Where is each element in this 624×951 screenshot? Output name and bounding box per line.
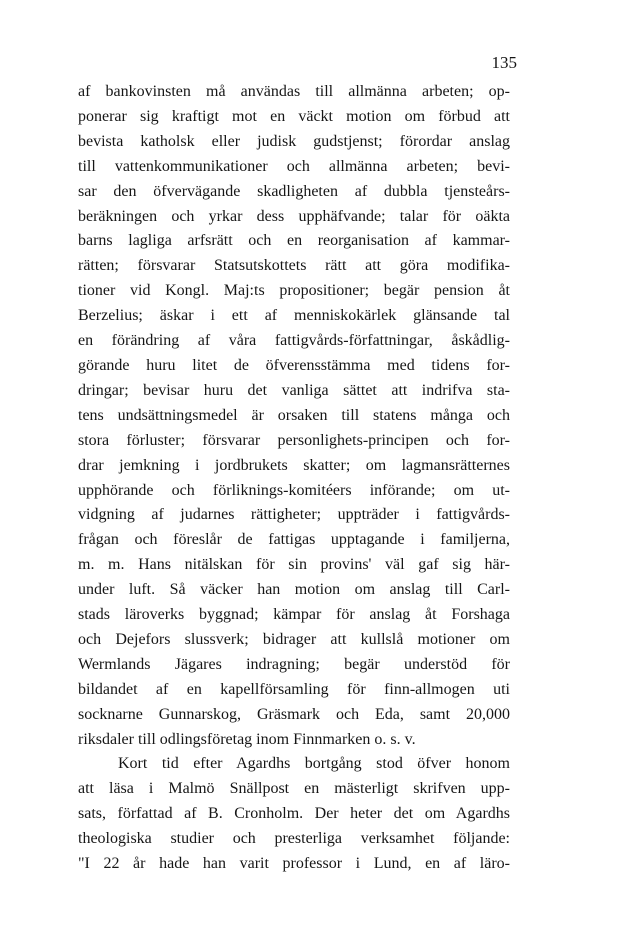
text-line: rätten; försvarar Statsutskottets rätt att göra modifika- bbox=[78, 257, 510, 275]
text-line: att läsa i Malmö Snällpost en mästerligt skrifven upp- bbox=[78, 780, 510, 798]
text-line: ponerar sig kraftigt mot en väckt motion om förbud att bbox=[78, 107, 510, 125]
text-line: beräkningen och yrkar dess upphäfvande; talar för oäkta bbox=[78, 207, 510, 225]
text-line: theologiska studier och presterliga verksamhet följande: bbox=[78, 830, 510, 848]
text-line: m. m. Hans nitälskan för sin provins' väl gaf sig här- bbox=[78, 556, 510, 574]
text-line: drar jemkning i jordbrukets skatter; om lagmansrätternes bbox=[78, 456, 510, 474]
text-line: sats, författad af B. Cronholm. Der heter det om Agardhs bbox=[78, 805, 510, 823]
text-line: tens undsättningsmedel är orsaken till statens många och bbox=[78, 406, 510, 424]
text-line: frågan och föreslår de fattigas upptagande i familjerna, bbox=[78, 531, 510, 549]
text-line: till vattenkommunikationer och allmänna arbeten; bevi- bbox=[78, 157, 510, 175]
text-line: tioner vid Kongl. Maj:ts propositioner; begär pension åt bbox=[78, 282, 510, 300]
text-line: riksdaler till odlingsföretag inom Finnmarken o. s. v. bbox=[78, 730, 416, 748]
page-number: 135 bbox=[491, 53, 517, 72]
text-line: Kort tid efter Agardhs bortgång stod öfver honom bbox=[118, 755, 510, 773]
text-line: dringar; bevisar huru det vanliga sättet att indrifva sta- bbox=[78, 381, 510, 399]
text-line: "I 22 år hade han varit professor i Lund, en af läro- bbox=[78, 855, 510, 873]
text-line: bildandet af en kapellförsamling för finn-allmogen uti bbox=[78, 680, 510, 698]
text-line: af bankovinsten må användas till allmänna arbeten; op- bbox=[78, 83, 510, 100]
text-line: vidgning af judarnes rättigheter; uppträder i fattigvårds- bbox=[78, 506, 510, 524]
text-line: bevista katholsk eller judisk gudstjenst; förordar anslag bbox=[78, 132, 510, 150]
text-line: sar den öfvervägande skadligheten af dubbla tjensteårs- bbox=[78, 182, 510, 200]
text-line: stora förluster; försvarar personlighets-principen och for- bbox=[78, 431, 510, 449]
text-line: en förändring af våra fattigvårds-författningar, åskådlig- bbox=[78, 332, 510, 350]
text-line: Wermlands Jägares indragning; begär understöd för bbox=[78, 655, 510, 673]
text-line: upphörande och förliknings-komitéers införande; om ut- bbox=[78, 481, 510, 499]
text-line: görande huru litet de öfverensstämma med tidens for- bbox=[78, 356, 510, 374]
text-line: och Dejefors slussverk; bidrager att kullslå motioner om bbox=[78, 630, 510, 648]
text-line: under luft. Så väcker han motion om anslag till Carl- bbox=[78, 581, 510, 599]
body-text bbox=[78, 80, 510, 877]
text-line: barns lagliga arfsrätt och en reorganisation af kammar- bbox=[78, 232, 510, 250]
text-line: stads läroverks byggnad; kämpar för anslag åt Forshaga bbox=[78, 606, 510, 624]
text-line: socknarne Gunnarskog, Gräsmark och Eda, samt 20,000 bbox=[78, 705, 510, 723]
text-line: Berzelius; äskar i ett af menniskokärlek glänsande tal bbox=[78, 307, 510, 325]
